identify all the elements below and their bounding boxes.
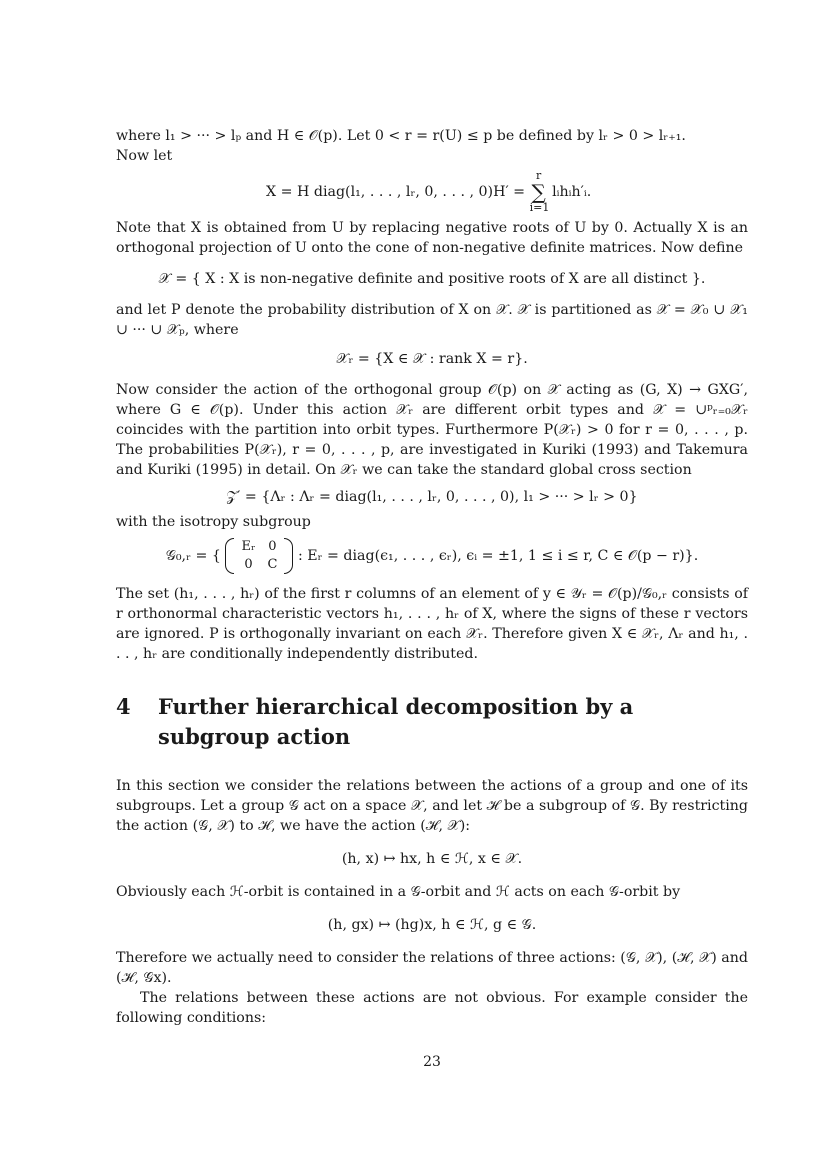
intro-line-2: Now let [116, 148, 173, 164]
equation-hg-action: (h, gx) ↦ (hg)x, h ∈ ℋ, g ∈ 𝒢. [327, 917, 537, 933]
equation-h-action: (h, x) ↦ hx, h ∈ ℋ, x ∈ 𝒳. [341, 851, 523, 867]
section-title: Further hierarchical decomposition by a subgroup action [158, 694, 634, 749]
equation-cross-section: 𝒵′ = {Λᵣ : Λᵣ = diag(l₁, . . . , lᵣ, 0, . . . , 0), l₁ > ··· > lᵣ > 0} [226, 489, 638, 505]
equation-set-definition: 𝒳 = { X : X is non-negative definite and positive roots of X are all distinct }. [158, 271, 706, 287]
partition-paragraph: and let P denote the probability distribution of X on 𝒳. 𝒳 is partitioned as 𝒳 = 𝒳₀ ∪ 𝒳₁ ∪ ··· ∪ 𝒳ₚ, where [116, 302, 748, 338]
section-paragraph: In this section we consider the relations between the actions of a group and one of its subgroups. Let a group 𝒢 act on a space 𝒳, and let ℋ be a subgroup of 𝒢. By restricting the action (𝒢, 𝒳) to ℋ, we have the action (ℋ, 𝒳): [116, 778, 748, 834]
orbit-paragraph: Obviously each ℋ-orbit is contained in a 𝒢-orbit and ℋ acts on each 𝒢-orbit by [116, 884, 681, 900]
isotropy-lhs: 𝒢₀,ᵣ = { [165, 548, 221, 564]
summation-symbol: r ∑ i=1 [529, 169, 550, 214]
action-paragraph: Now consider the action of the orthogonal group 𝒪(p) on 𝒳 acting as (G, X) → GXG′, where G ∈ 𝒪(p). Under this action 𝒳ᵣ are different orbit types and 𝒳 = ∪ᵖᵣ₌₀𝒳ᵣ coincides with the partition into orbit types. Furthermore P(𝒳ᵣ) > 0 for r = 0, . . . , p. The probabilities P(𝒳ᵣ), r = 0, . . . , p, are investigated in Kuriki (1993) and Takemura and Kuriki (1995) in detail. On 𝒳ᵣ we can take the standard global cross section [116, 382, 748, 478]
equation-xr-definition: 𝒳ᵣ = {X ∈ 𝒳 : rank X = r}. [336, 351, 528, 367]
isotropy-rhs: : Eᵣ = diag(ϵ₁, . . . , ϵᵣ), ϵᵢ = ±1, 1 ≤ i ≤ r, C ∈ 𝒪(p − r)}. [297, 548, 699, 564]
intro-line-1: where l₁ > ··· > lₚ and H ∈ 𝒪(p). Let 0 < r = r(U) ≤ p be defined by lᵣ > 0 > lᵣ₊₁. [116, 128, 686, 144]
matrix-cell: Eᵣ [241, 539, 256, 554]
matrix-cell: 0 [268, 539, 277, 554]
equation-x-rhs: lᵢhᵢh′ᵢ. [552, 184, 592, 200]
page-number: 23 [423, 1054, 441, 1070]
summation-lower: i=1 [529, 201, 550, 214]
section-number: 4 [116, 694, 131, 719]
section-heading [116, 692, 748, 752]
equation-x-lhs: X = H diag(l₁, . . . , lᵣ, 0, . . . , 0)H′ = [266, 184, 526, 200]
equation-x-definition [116, 166, 748, 218]
matrix-cell: C [267, 557, 278, 572]
three-actions-paragraph: Therefore we actually need to consider the relations of three actions: (𝒢, 𝒳), (ℋ, 𝒳) and (ℋ, 𝒢x). [116, 950, 748, 986]
block-matrix [225, 538, 293, 574]
note-paragraph: Note that X is obtained from U by replacing negative roots of U by 0. Actually X is an orthogonal projection of U onto the cone of non-negative definite matrices. Now define [116, 220, 748, 256]
page-body [116, 126, 748, 1070]
final-paragraph: The relations between these actions are not obvious. For example consider the following conditions: [116, 990, 748, 1026]
matrix-cell: 0 [244, 557, 253, 572]
equation-isotropy-subgroup [116, 538, 748, 574]
isotropy-line: with the isotropy subgroup [116, 514, 311, 530]
set-paragraph: The set (h₁, . . . , hᵣ) of the first r columns of an element of y ∈ 𝒴ᵣ = 𝒪(p)/𝒢₀,ᵣ consists of r orthonormal characteristic vectors h₁, . . . , hᵣ of X, where the signs of these r vectors are ignored. P is orthogonally invariant on each 𝒳ᵣ. Therefore given X ∈ 𝒳ᵣ, Λᵣ and h₁, . . . , hᵣ are conditionally independently distributed. [116, 586, 748, 662]
summation-upper: r [535, 169, 542, 182]
